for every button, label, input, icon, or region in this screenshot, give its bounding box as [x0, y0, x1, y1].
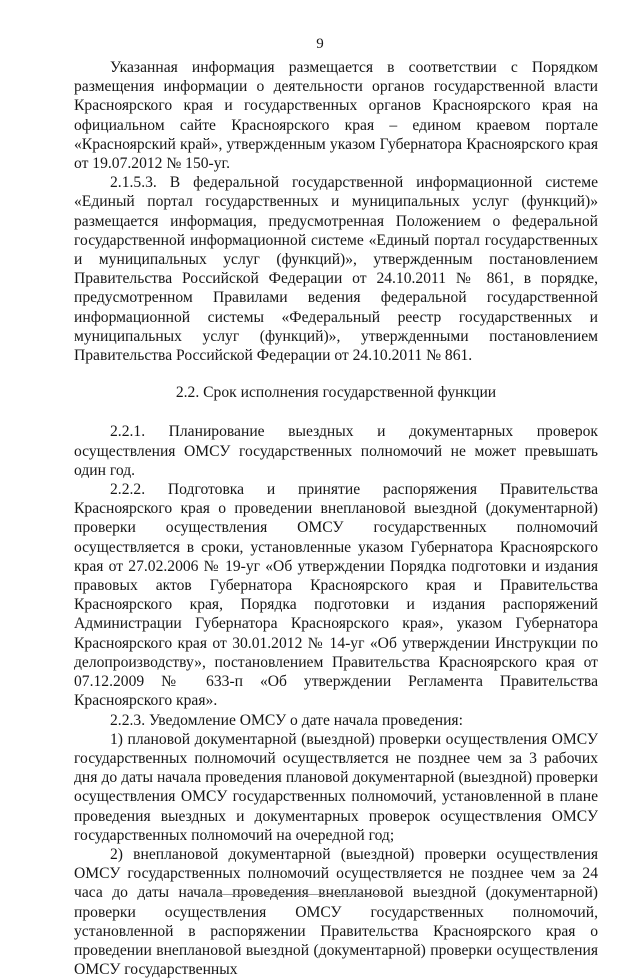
list-item-2: 2) внеплановой документарной (выездной) проверки осуществления ОМСУ государственных полномочий осуществляется не позднее чем за 24 часа до даты начала проведения внеплановой выездной (документарной) проверки осуществления ОМСУ государственных полномочий, установленной в распоряжении Правительства Красноярского края о проведении внеплановой выездной (документарной) проверки осуществления ОМСУ государственных [74, 845, 598, 979]
document-body [74, 58, 598, 979]
page-number: 9 [316, 36, 324, 52]
paragraph-2-2-1: 2.2.1. Планирование выездных и документарных проверок осуществления ОМСУ государственных полномочий не может превышать один год. [74, 423, 598, 479]
bottom-rule [218, 894, 382, 895]
paragraph-2-2-3: 2.2.3. Уведомление ОМСУ о дате начала проведения: [110, 711, 463, 729]
list-item-1: 1) плановой документарной (выездной) проверки осуществления ОМСУ государственных полномочий осуществляется не позднее чем за 3 рабочих дня до даты начала проведения плановой документарной (выездной) проверки осуществления ОМСУ государственных полномочий, установленной в плане проведения выездных и документарных проверок осуществления ОМСУ государственных полномочий на очередной год; [74, 730, 598, 844]
paragraph-2-1-5-3: 2.1.5.3. В федеральной государственной информационной системе «Единый портал государственных и муниципальных услуг (функций)» размещается информация, предусмотренная Положением о федеральной государственной информационной системе «Единый портал государственных и муниципальных услуг (функций)», утвержденным постановлением Правительства Российской Федерации от 24.10.2011 № 861, в порядке, предусмотренном Правилами ведения федеральной государственной информационной системы «Федеральный реестр государственных и муниципальных услуг (функций)», утвержденными постановлением Правительства Российской Федерации от 24.10.2011 № 861. [74, 174, 598, 365]
paragraph-info-placement: Указанная информация размещается в соответствии с Порядком размещения информации о деятельности органов государственной власти Красноярского края и государственных органов Красноярского края на официальном сайте Красноярского края – едином краевом портале «Красноярский край», утвержденным указом Губернатора Красноярского края от 19.07.2012 № 150-уг. [74, 59, 598, 173]
paragraph-2-2-2: 2.2.2. Подготовка и принятие распоряжения Правительства Красноярского края о проведении внеплановой выездной (документарной) проверки осуществления ОМСУ государственных полномочий осуществляется в сроки, установленные указом Губернатора Красноярского края от 27.02.2006 № 19-уг «Об утверждении Порядка подготовки и издания правовых актов Губернатора Красноярского края и Правительства Красноярского края, Порядка подготовки и издания распоряжений Администрации Губернатора Красноярского края», указом Губернатора Красноярского края от 30.01.2012 № 14-уг «Об утверждении Инструкции по делопроизводству», постановлением Правительства Красноярского края от 07.12.2009 № 633-п «Об утверждении Регламента Правительства Красноярского края». [74, 481, 598, 710]
section-heading: 2.2. Срок исполнения государственной функции [175, 384, 497, 402]
